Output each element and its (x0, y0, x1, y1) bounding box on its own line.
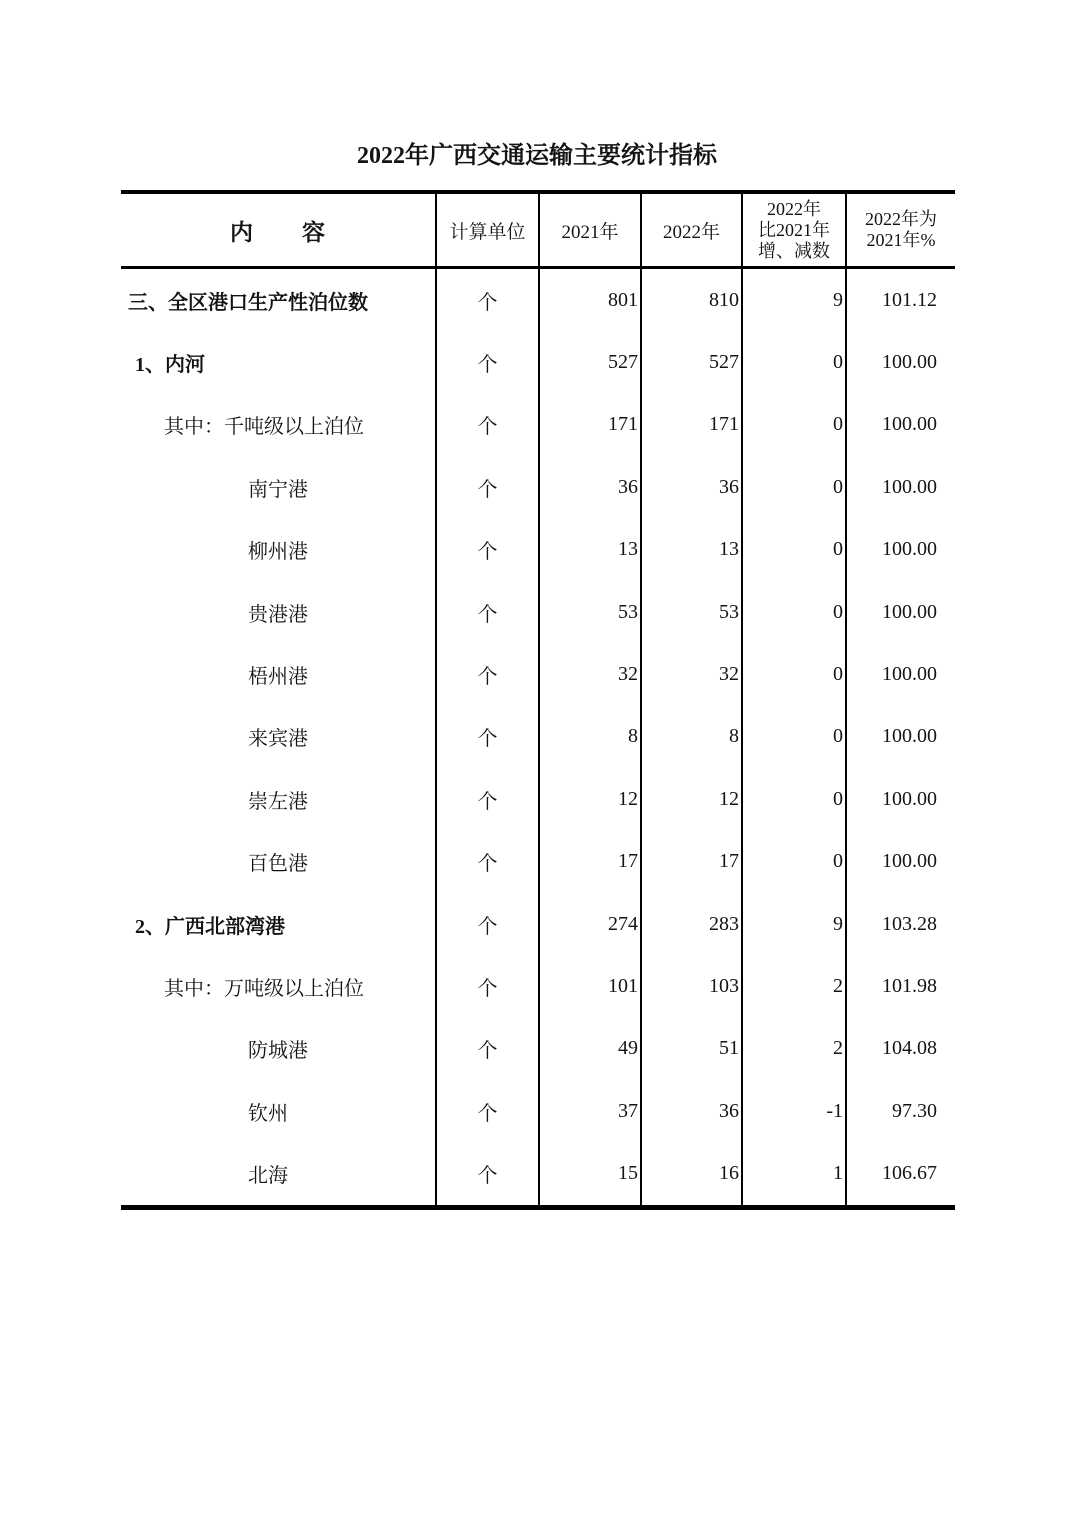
ratio-cell: 101.12 (882, 288, 937, 311)
unit-cell: 个 (437, 768, 540, 830)
diff-cell: 0 (743, 581, 847, 643)
value-2022-cell: 53 (642, 581, 743, 643)
unit-cell: 个 (437, 1080, 540, 1142)
unit-cell: 个 (437, 394, 540, 456)
value-2021-cell: 37 (540, 1080, 642, 1142)
ratio-cell: 100.00 (882, 787, 937, 810)
table-row (121, 269, 955, 331)
row-label: 百色港 (121, 831, 437, 893)
unit-cell: 个 (437, 519, 540, 581)
header-diff (743, 194, 847, 266)
value-2021-cell: 527 (540, 331, 642, 393)
table-row (121, 581, 955, 643)
diff-cell: 0 (743, 706, 847, 768)
ratio-cell: 100.00 (882, 600, 937, 623)
header-ratio-line2: 2021年% (866, 230, 936, 250)
ratio-cell: 100.00 (882, 725, 937, 748)
header-diff-line3: 增、减数 (758, 240, 830, 261)
diff-cell: 0 (743, 519, 847, 581)
header-unit: 计算单位 (437, 194, 540, 266)
ratio-cell: 106.67 (882, 1162, 937, 1185)
ratio-cell: 101.98 (882, 974, 937, 997)
row-label: 柳州港 (121, 519, 437, 581)
table-row (121, 519, 955, 581)
value-2021-cell: 49 (540, 1018, 642, 1080)
diff-cell: 2 (743, 955, 847, 1017)
row-label: 崇左港 (121, 768, 437, 830)
unit-cell: 个 (437, 1142, 540, 1204)
value-2021-cell: 36 (540, 456, 642, 518)
unit-cell: 个 (437, 706, 540, 768)
diff-cell: 9 (743, 893, 847, 955)
diff-cell: 2 (743, 1018, 847, 1080)
value-2021-cell: 13 (540, 519, 642, 581)
table-row (121, 706, 955, 768)
ratio-cell: 97.30 (892, 1099, 937, 1122)
value-2021-cell: 15 (540, 1142, 642, 1204)
ratio-cell: 103.28 (882, 912, 937, 935)
row-label: 1、内河 (121, 331, 437, 393)
header-year-2021: 2021年 (540, 194, 642, 266)
ratio-cell: 100.00 (882, 663, 937, 686)
value-2021-cell: 801 (540, 269, 642, 331)
row-label: 其中：万吨级以上泊位 (121, 955, 437, 1017)
diff-cell: 1 (743, 1142, 847, 1204)
value-2022-cell: 16 (642, 1142, 743, 1204)
value-2022-cell: 527 (642, 331, 743, 393)
value-2022-cell: 13 (642, 519, 743, 581)
table-row (121, 955, 955, 1017)
value-2022-cell: 8 (642, 706, 743, 768)
diff-cell: 0 (743, 768, 847, 830)
unit-cell: 个 (437, 581, 540, 643)
row-label: 三、全区港口生产性泊位数 (121, 269, 437, 331)
table-row (121, 831, 955, 893)
unit-cell: 个 (437, 643, 540, 705)
unit-cell: 个 (437, 456, 540, 518)
table-row (121, 1080, 955, 1142)
row-label: 防城港 (121, 1018, 437, 1080)
statistics-table (121, 190, 955, 1210)
value-2021-cell: 101 (540, 955, 642, 1017)
value-2021-cell: 32 (540, 643, 642, 705)
value-2022-cell: 36 (642, 456, 743, 518)
ratio-cell: 100.00 (882, 850, 937, 873)
value-2022-cell: 17 (642, 831, 743, 893)
value-2022-cell: 810 (642, 269, 743, 331)
value-2021-cell: 274 (540, 893, 642, 955)
table-row (121, 1142, 955, 1204)
value-2021-cell: 17 (540, 831, 642, 893)
row-label: 来宾港 (121, 706, 437, 768)
table-row (121, 394, 955, 456)
unit-cell: 个 (437, 893, 540, 955)
diff-cell: 9 (743, 269, 847, 331)
unit-cell: 个 (437, 831, 540, 893)
table-header-row (121, 194, 955, 269)
ratio-cell: 100.00 (882, 475, 937, 498)
ratio-cell: 100.00 (882, 351, 937, 374)
table-row (121, 1018, 955, 1080)
ratio-cell: 100.00 (882, 413, 937, 436)
row-label: 南宁港 (121, 456, 437, 518)
unit-cell: 个 (437, 955, 540, 1017)
header-diff-line2: 比2021年 (758, 219, 830, 240)
table-row (121, 768, 955, 830)
table-row (121, 643, 955, 705)
row-label: 梧州港 (121, 643, 437, 705)
value-2022-cell: 36 (642, 1080, 743, 1142)
row-label: 钦州 (121, 1080, 437, 1142)
table-row (121, 893, 955, 955)
row-label: 2、广西北部湾港 (121, 893, 437, 955)
value-2022-cell: 32 (642, 643, 743, 705)
table-row (121, 331, 955, 393)
diff-cell: 0 (743, 331, 847, 393)
value-2021-cell: 8 (540, 706, 642, 768)
diff-cell: 0 (743, 456, 847, 518)
header-diff-line1: 2022年 (767, 198, 821, 219)
value-2021-cell: 171 (540, 394, 642, 456)
unit-cell: 个 (437, 331, 540, 393)
page-title: 2022年广西交通运输主要统计指标 (357, 143, 717, 169)
ratio-cell: 100.00 (882, 538, 937, 561)
row-label: 其中：千吨级以上泊位 (121, 394, 437, 456)
header-year-2022: 2022年 (642, 194, 743, 266)
value-2022-cell: 12 (642, 768, 743, 830)
row-label: 北海 (121, 1142, 437, 1204)
diff-cell: 0 (743, 394, 847, 456)
diff-cell: 0 (743, 831, 847, 893)
value-2022-cell: 103 (642, 955, 743, 1017)
header-ratio (847, 194, 955, 266)
value-2021-cell: 53 (540, 581, 642, 643)
value-2022-cell: 171 (642, 394, 743, 456)
value-2022-cell: 51 (642, 1018, 743, 1080)
header-ratio-line1: 2022年为 (865, 209, 937, 229)
value-2021-cell: 12 (540, 768, 642, 830)
unit-cell: 个 (437, 1018, 540, 1080)
diff-cell: -1 (743, 1080, 847, 1142)
unit-cell: 个 (437, 269, 540, 331)
ratio-cell: 104.08 (882, 1037, 937, 1060)
value-2022-cell: 283 (642, 893, 743, 955)
table-row (121, 456, 955, 518)
header-content: 内 容 (121, 194, 437, 266)
diff-cell: 0 (743, 643, 847, 705)
row-label: 贵港港 (121, 581, 437, 643)
